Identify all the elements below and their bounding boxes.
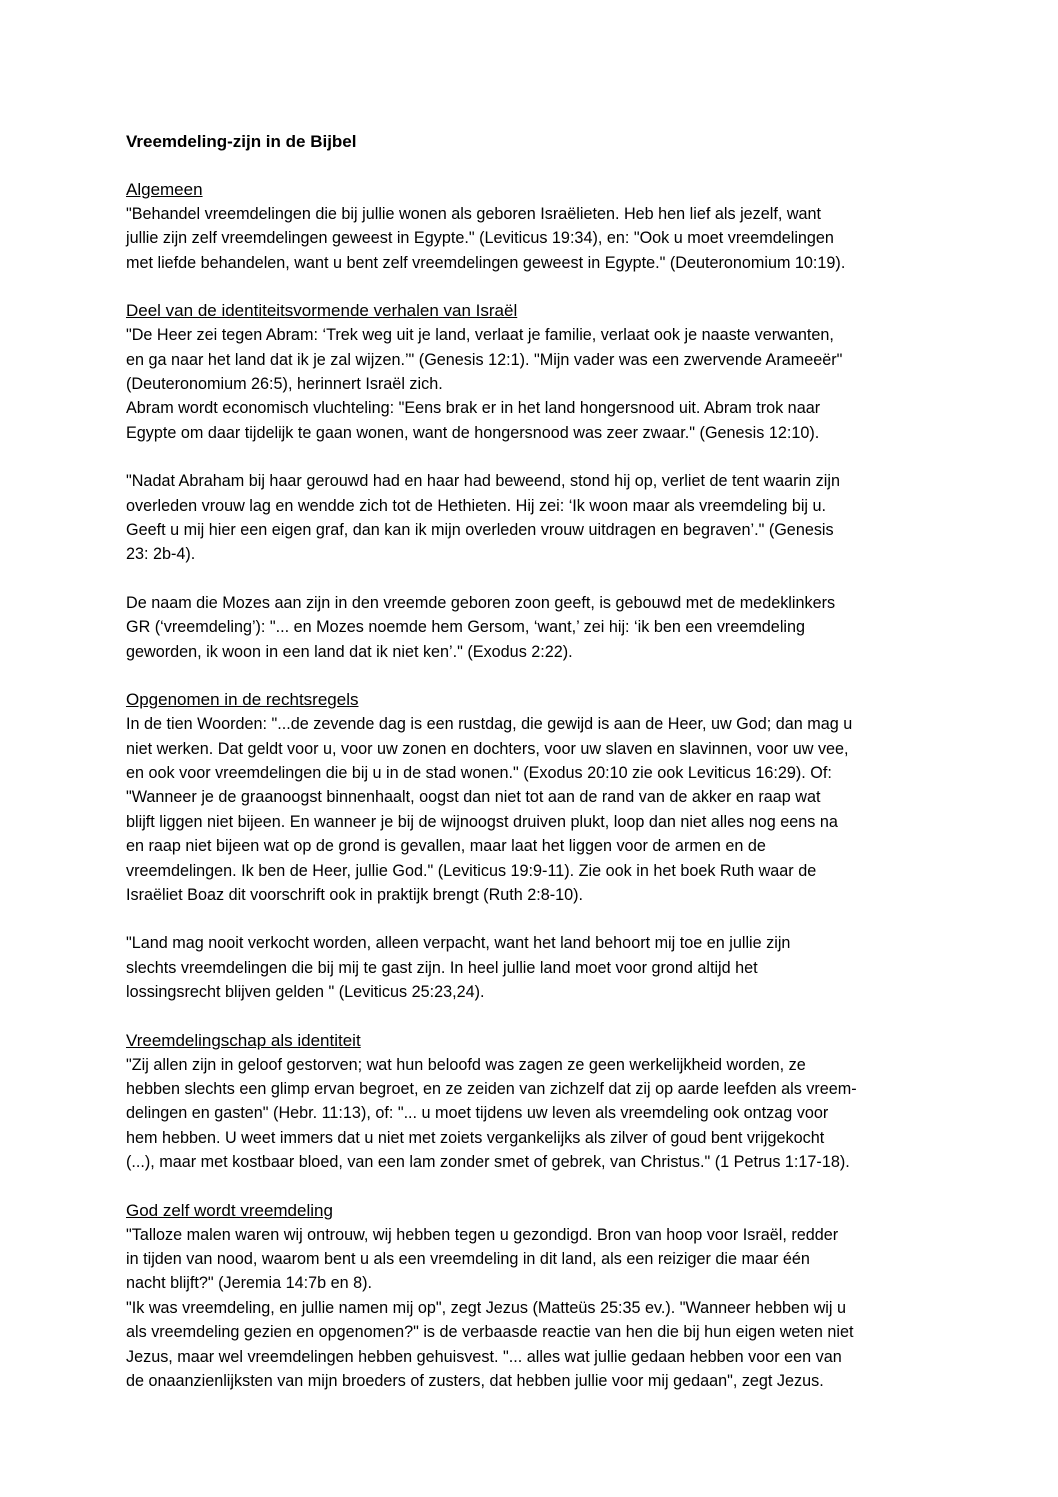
paragraph: De naam die Mozes aan zijn in den vreemde geboren zoon geeft, is gebouwd met de medeklinkers GR (‘vreemdeling’): "... en Mozes noemde hem Gersom, ‘want,’ zei hij: ‘ik ben een vreemdeling geworden, ik woon in een land dat ik niet ken’." (Exodus 2:22). — [126, 593, 836, 661]
paragraph: In de tien Woorden: "...de zevende dag is een rustdag, die gewijd is aan de Heer, uw God; dan mag u niet werken. Dat geldt voor u, voor uw zonen en dochters, voor uw slaven en slavinnen, voor uw vee, en ook voor vreemdelingen die bij u in de stad wonen." (Exodus 20:10 zie ook Leviticus 16:29). Of: "Wanneer je de graanoogst binnenhaalt, oogst dan niet tot aan de rand van de akker en raap wat blijft liggen niet bijeen. En wanneer je bij de wijnoogst druiven plukt, loop dan niet alles nog eens na en raap niet bijeen wat op de grond is gevallen, maar laat het liggen voor de armen en de vreemdelingen. Ik ben de Heer, jullie God." (Leviticus 19:9-11). Zie ook in het boek Ruth waar de Israëliet Boaz dit voorschrift ook in praktijk brengt (Ruth 2:8-10). — [126, 715, 853, 904]
document-title: Vreemdeling-zijn in de Bijbel — [126, 132, 357, 151]
paragraph: "Nadat Abraham bij haar gerouwd had en haar had beweend, stond hij op, verliet de tent waarin zijn overleden vrouw lag en wendde zich tot de Hethieten. Hij zei: ‘Ik woon maar als vreemdeling bij u. Geeft u mij hier een eigen graf, dan kan ik mijn overleden vrouw uitdragen en begraven’." (Genesis 23: 2b-4). — [126, 472, 840, 564]
document-body — [126, 130, 946, 1417]
section-identiteitsvormende-verhalen — [126, 299, 946, 664]
paragraph: "Behandel vreemdelingen die bij jullie wonen als geboren Israëlieten. Heb hen lief als jezelf, want jullie zijn zelf vreemdelingen geweest in Egypte." (Leviticus 19:34), en: "Ook u moet vreemdelingen met liefde behandelen, want u bent zelf vreemdelingen geweest in Egypte." (Deuteronomium 10:19). — [126, 205, 846, 272]
section-heading: Algemeen — [126, 180, 203, 199]
section-heading: Deel van de identiteitsvormende verhalen van Israël — [126, 301, 518, 321]
section-algemeen — [126, 178, 946, 275]
paragraph: "Talloze malen waren wij ontrouw, wij hebben tegen u gezondigd. Bron van hoop voor Israël, redder in tijden van nood, waarom bent u als een vreemdeling in dit land, als een reiziger die maar één nacht blijft?" (Jeremia 14:7b en 8). "Ik was vreemdeling, en jullie namen mij op", zegt Jezus (Matteüs 25:35 ev.). "Wanneer hebben wij u als vreemdeling gezien en opgenomen?" is de verbaasde reactie van hen die bij hun eigen weten niet Jezus, maar wel vreemdelingen hebben gehuisvest. "... alles wat jullie gedaan hebben voor een van de onaanzienlijksten van mijn broeders of zusters, dat hebben jullie voor mij gedaan", zegt Jezus. — [126, 1225, 854, 1391]
section-heading: God zelf wordt vreemdeling — [126, 1200, 333, 1220]
paragraph: "De Heer zei tegen Abram: ‘Trek weg uit je land, verlaat je familie, verlaat ook je naaste verwanten, en ga naar het land dat ik je zal wijzen.’" (Genesis 12:1). "Mijn vader was een zwervende Arameeër" (Deuteronomium 26:5), herinnert Israël zich. Abram wordt economisch vluchteling: "Eens brak er in het land hongersnood uit. Abram trok naar Egypte om daar tijdelijk te gaan wonen, want de hongersnood was zeer zwaar." (Genesis 12:10). — [126, 326, 843, 442]
section-heading: Vreemdelingschap als identiteit — [126, 1030, 361, 1050]
paragraph: "Land mag nooit verkocht worden, alleen verpacht, want het land behoort mij toe en jullie zijn slechts vreemdelingen die bij mij te gast zijn. In heel jullie land moet voor grond altijd het lossingsrecht blijven gelden " (Leviticus 25:23,24). — [126, 934, 791, 1002]
section-heading: Opgenomen in de rechtsregels — [126, 690, 359, 710]
section-god-wordt-vreemdeling — [126, 1199, 946, 1394]
paragraph: "Zij allen zijn in geloof gestorven; wat hun beloofd was zagen ze geen werkelijkheid worden, ze hebben slechts een glimp ervan begroet, en ze zeiden van zichzelf dat zij op aarde leefden als vreem- delingen en gasten" (Hebr. 11:13), of: "... u moet tijdens uw leven als vreemdeling ook ontzag voor hem hebben. U weet immers dat u niet met zoiets vergankelijks als zilver of goud bent vrijgekocht (...), maar met kostbaar bloed, van een lam zonder smet of gebrek, van Christus." (1 Petrus 1:17-18). — [126, 1055, 857, 1172]
section-rechtsregels — [126, 688, 946, 1004]
section-vreemdelingschap-identiteit — [126, 1029, 946, 1175]
